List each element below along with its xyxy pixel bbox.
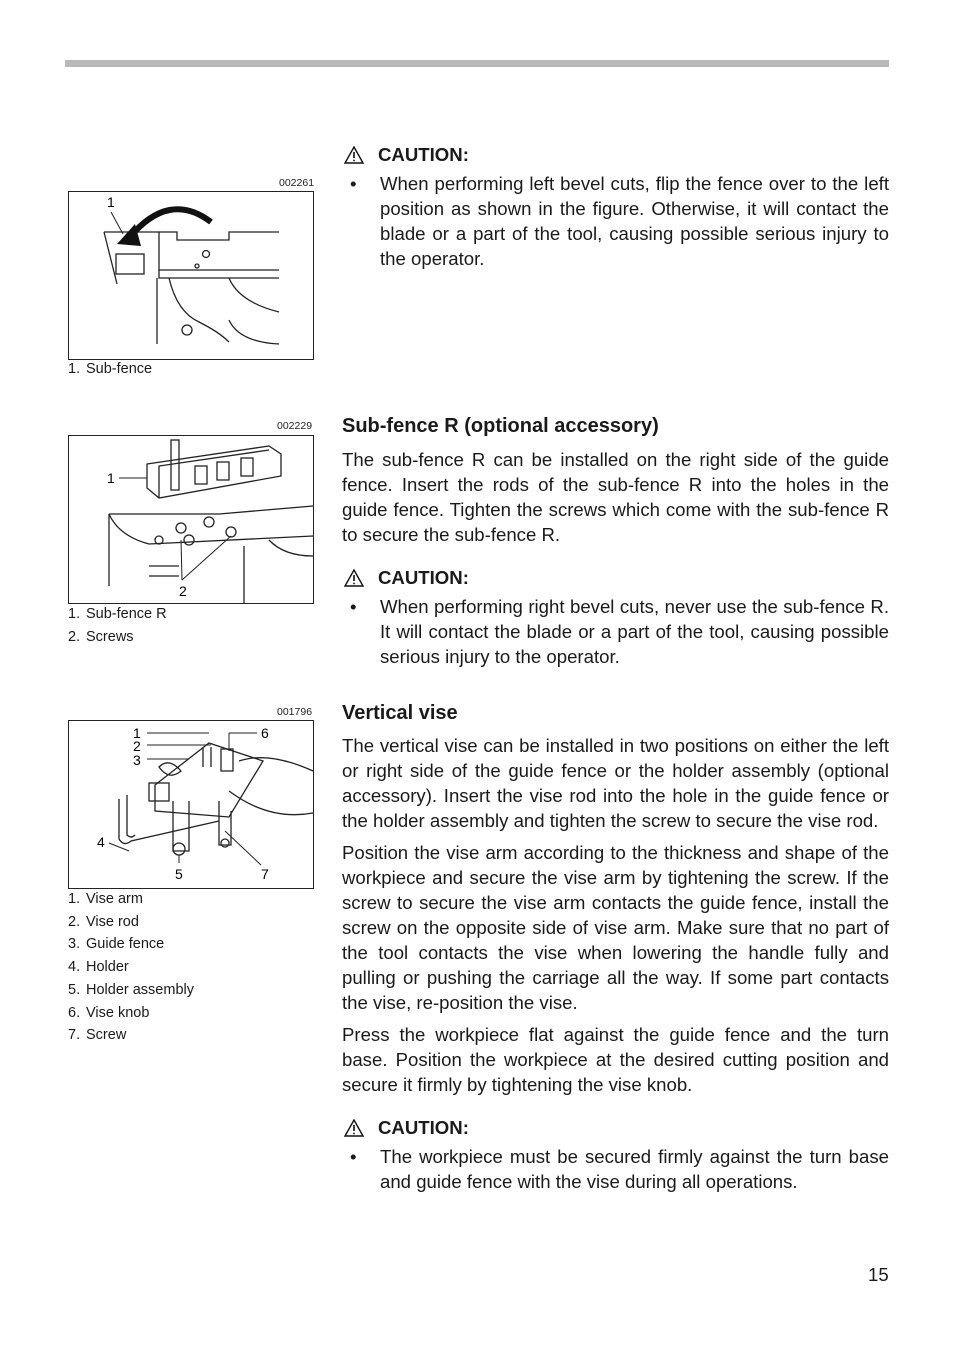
legend-item: 6. Vise knob <box>68 1004 150 1021</box>
legend-item: 5. Holder assembly <box>68 981 194 998</box>
figure-sub-fence <box>68 191 314 360</box>
caution-bullet: • When performing right bevel cuts, never use the sub-fence R. It will contact the blade or a part of the tool, causing possible serious injury to the operator. <box>350 596 889 667</box>
callout-3: 3 <box>133 752 141 768</box>
callout-2: 2 <box>179 583 187 599</box>
vise-section <box>342 700 889 1194</box>
figure-vertical-vise <box>68 720 314 889</box>
warning-triangle-icon <box>344 1119 364 1137</box>
caution-bullet: • When performing left bevel cuts, flip the fence over to the left position as shown in the figure. Otherwise, it will contact the blade or a part of the tool, causing possible serious injury to the operator. <box>350 173 889 269</box>
caution-label: CAUTION: <box>378 144 469 165</box>
section-body: The sub-fence R can be installed on the right side of the guide fence. Insert the rods of the sub-fence R into the holes in the guide fence. Tighten the screws which come with the sub-fence R to secure the sub-fence R. <box>342 449 889 545</box>
figure-code: 001796 <box>277 706 313 718</box>
warning-triangle-icon <box>344 569 364 587</box>
figure-sub-fence-r <box>68 435 314 604</box>
callout-2: 2 <box>133 738 141 754</box>
caution-bullet: • The workpiece must be secured firmly against the turn base and guide fence with the vise during all operations. <box>350 1146 889 1192</box>
page-number: 15 <box>868 1264 889 1285</box>
section-body: Position the vise arm according to the thickness and shape of the workpiece and secure the vise arm by tightening the screw. If the screw to secure the vise arm contacts the guide fence, install the screw on the opposite side of vise arm. Make sure that no part of the tool contacts the vise when lowering the handle fully and pulling or pushing the carriage all the way. If some part contacts the vise, re-position the vise. <box>342 842 889 1013</box>
caution-heading <box>342 142 889 167</box>
legend-item: 1. Sub-fence R <box>68 606 167 622</box>
caution-heading <box>342 565 889 590</box>
legend-item: 3. Guide fence <box>68 936 165 953</box>
header-rule <box>65 60 889 67</box>
vertical-vise-illustration <box>69 721 313 888</box>
callout-7: 7 <box>261 866 269 882</box>
callout-4: 4 <box>97 834 105 850</box>
section-body: The vertical vise can be installed in two positions on either the left or right side of the guide fence or the holder assembly (optional accessory). Insert the vise rod into the hole in the guide fence or the holder assembly and tighten the screw to secure the vise rod. <box>342 735 889 831</box>
callout-1: 1 <box>107 194 115 210</box>
figure-1-legend <box>68 358 152 381</box>
legend-item: 4. Holder <box>68 959 129 976</box>
figure-2-legend <box>68 603 167 648</box>
figure-3-legend <box>68 888 194 1047</box>
callout-1: 1 <box>107 470 115 486</box>
sub-fence-r-illustration <box>69 436 313 603</box>
callout-6: 6 <box>261 725 269 741</box>
warning-triangle-icon <box>344 146 364 164</box>
caution-label: CAUTION: <box>378 567 469 588</box>
caution-heading <box>342 1115 889 1140</box>
callout-5: 5 <box>175 866 183 882</box>
callout-1: 1 <box>133 725 141 741</box>
legend-item: 1. Sub-fence <box>68 361 153 377</box>
caution-block-1 <box>342 142 889 271</box>
legend-item: 1. Vise arm <box>68 891 143 907</box>
legend-item: 2. Screws <box>68 628 134 645</box>
section-body: Press the workpiece flat against the guide fence and the turn base. Position the workpiece at the desired cutting position and secure it firmly by tightening the vise knob. <box>342 1024 889 1095</box>
section-heading: Vertical vise <box>342 702 458 724</box>
legend-item: 2. Vise rod <box>68 913 139 930</box>
figure-code: 002261 <box>279 177 315 189</box>
figure-code: 002229 <box>277 420 313 432</box>
legend-item: 7. Screw <box>68 1027 127 1044</box>
sub-fence-illustration <box>69 192 313 359</box>
section-heading: Sub-fence R (optional accessory) <box>342 415 659 437</box>
subfence-section <box>342 413 889 669</box>
caution-label: CAUTION: <box>378 1117 469 1138</box>
